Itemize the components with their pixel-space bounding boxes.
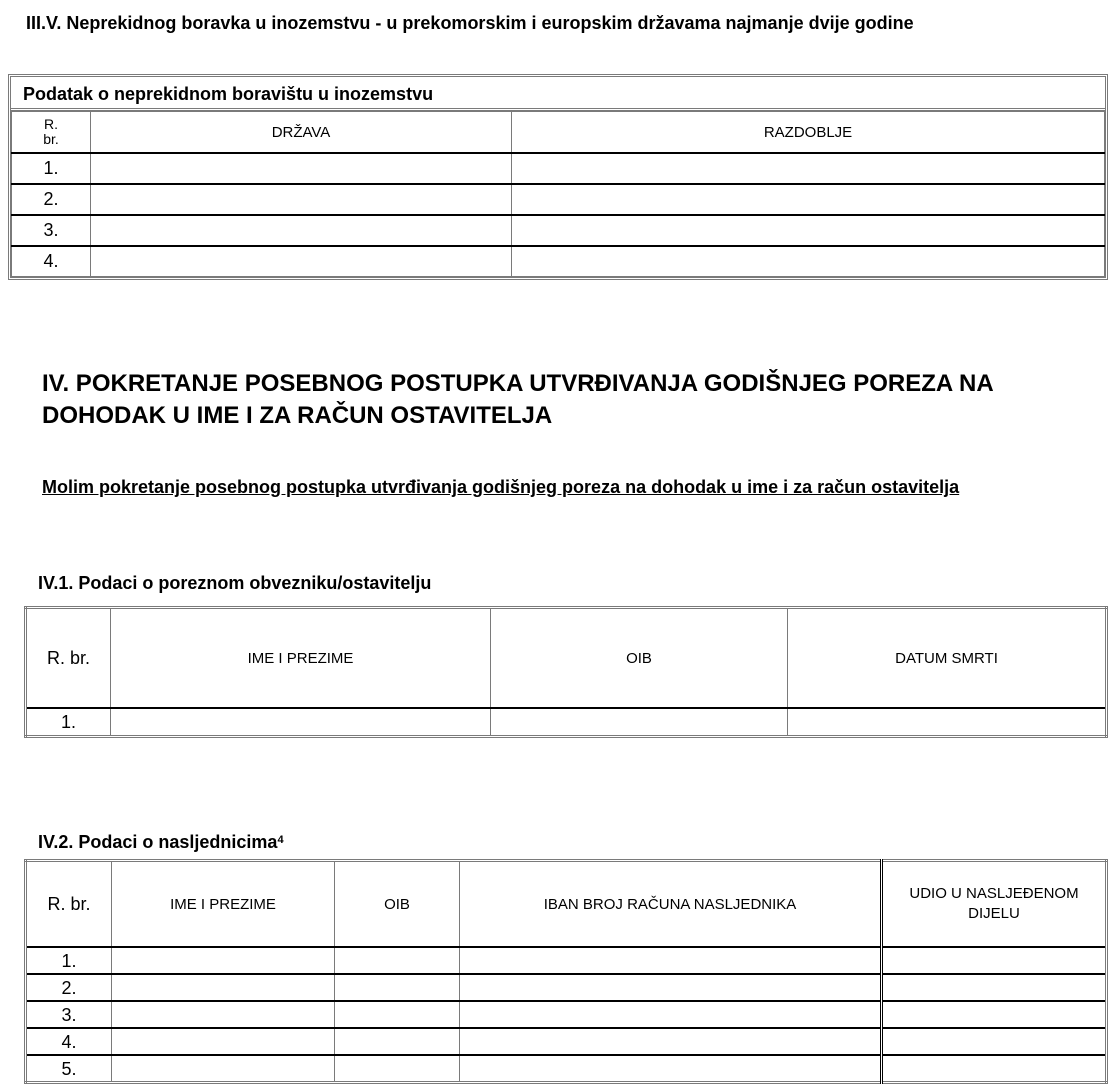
table-row (26, 974, 1107, 1001)
udio-field[interactable] (882, 1001, 1107, 1028)
razdoblje-field[interactable] (512, 153, 1105, 184)
iban-field[interactable] (460, 974, 882, 1001)
table-header-row (26, 608, 1107, 709)
section-3v-heading: III.V. Neprekidnog boravka u inozemstvu - u prekomorskim i europskim državama najmanje dvije godine (26, 13, 914, 33)
residence-table-grid (11, 111, 1105, 277)
row-number: 3. (26, 1001, 112, 1028)
col-header-rbr: R. br. (12, 112, 91, 154)
razdoblje-field[interactable] (512, 184, 1105, 215)
oib-field[interactable] (335, 1055, 460, 1083)
udio-field[interactable] (882, 1028, 1107, 1055)
col-header-ime-prezime: IME I PREZIME (112, 861, 335, 948)
row-number: 1. (12, 153, 91, 184)
oib-field[interactable] (335, 974, 460, 1001)
udio-field[interactable] (882, 974, 1107, 1001)
col-header-iban: IBAN BROJ RAČUNA NASLJEDNIKA (460, 861, 882, 948)
row-number: 5. (26, 1055, 112, 1083)
oib-field[interactable] (335, 1028, 460, 1055)
row-number: 1. (26, 947, 112, 974)
iban-field[interactable] (460, 1028, 882, 1055)
udio-field[interactable] (882, 947, 1107, 974)
table-row (12, 184, 1105, 215)
udio-field[interactable] (882, 1055, 1107, 1083)
iban-field[interactable] (460, 1001, 882, 1028)
ime-prezime-field[interactable] (111, 708, 491, 737)
section-4-1-heading: IV.1. Podaci o poreznom obvezniku/ostavitelju (38, 573, 432, 593)
row-number: 2. (26, 974, 112, 1001)
razdoblje-field[interactable] (512, 246, 1105, 277)
row-number: 1. (26, 708, 111, 737)
iban-field[interactable] (460, 1055, 882, 1083)
col-header-rbr: R. br. (26, 608, 111, 709)
row-number: 2. (12, 184, 91, 215)
section-4-2-heading (38, 831, 284, 853)
col-header-razdoblje: RAZDOBLJE (512, 112, 1105, 154)
oib-field[interactable] (335, 947, 460, 974)
row-number: 3. (12, 215, 91, 246)
table-row (26, 947, 1107, 974)
col-header-drzava: DRŽAVA (91, 112, 512, 154)
taxpayer-table (24, 606, 1108, 738)
drzava-field[interactable] (91, 215, 512, 246)
iban-field[interactable] (460, 947, 882, 974)
residence-table-title: Podatak o neprekidnom boravištu u inozemstvu (11, 77, 1105, 111)
table-row (26, 708, 1107, 737)
col-header-rbr: R. br. (26, 861, 112, 948)
oib-field[interactable] (491, 708, 788, 737)
row-number: 4. (26, 1028, 112, 1055)
ime-prezime-field[interactable] (112, 1055, 335, 1083)
footnote-marker: 4 (277, 834, 284, 846)
col-header-oib: OIB (335, 861, 460, 948)
drzava-field[interactable] (91, 153, 512, 184)
table-row (26, 1001, 1107, 1028)
datum-smrti-field[interactable] (788, 708, 1107, 737)
ime-prezime-field[interactable] (112, 1028, 335, 1055)
section-4-request-text: Molim pokretanje posebnog postupka utvrđivanja godišnjeg poreza na dohodak u ime i za račun ostavitelja (42, 477, 960, 497)
section-4-heading: IV. POKRETANJE POSEBNOG POSTUPKA UTVRĐIVANJA GODIŠNJEG POREZA NA DOHODAK U IME I ZA RAČUN OSTAVITELJA (42, 370, 993, 429)
col-header-udio: UDIO U NASLJEĐENOM DIJELU (882, 861, 1107, 948)
ime-prezime-field[interactable] (112, 947, 335, 974)
table-row (12, 215, 1105, 246)
oib-field[interactable] (335, 1001, 460, 1028)
ime-prezime-field[interactable] (112, 974, 335, 1001)
section-4-2-heading-text: IV.2. Podaci o nasljednicima (38, 832, 278, 852)
ime-prezime-field[interactable] (112, 1001, 335, 1028)
razdoblje-field[interactable] (512, 215, 1105, 246)
col-header-datum-smrti: DATUM SMRTI (788, 608, 1107, 709)
residence-abroad-table (8, 74, 1108, 280)
drzava-field[interactable] (91, 184, 512, 215)
row-number: 4. (12, 246, 91, 277)
col-header-ime-prezime: IME I PREZIME (111, 608, 491, 709)
table-row (12, 246, 1105, 277)
heirs-table (24, 859, 1108, 1084)
table-header-row (26, 861, 1107, 948)
table-row (12, 153, 1105, 184)
drzava-field[interactable] (91, 246, 512, 277)
table-row (26, 1028, 1107, 1055)
table-header-row (12, 112, 1105, 154)
col-header-oib: OIB (491, 608, 788, 709)
table-row (26, 1055, 1107, 1083)
